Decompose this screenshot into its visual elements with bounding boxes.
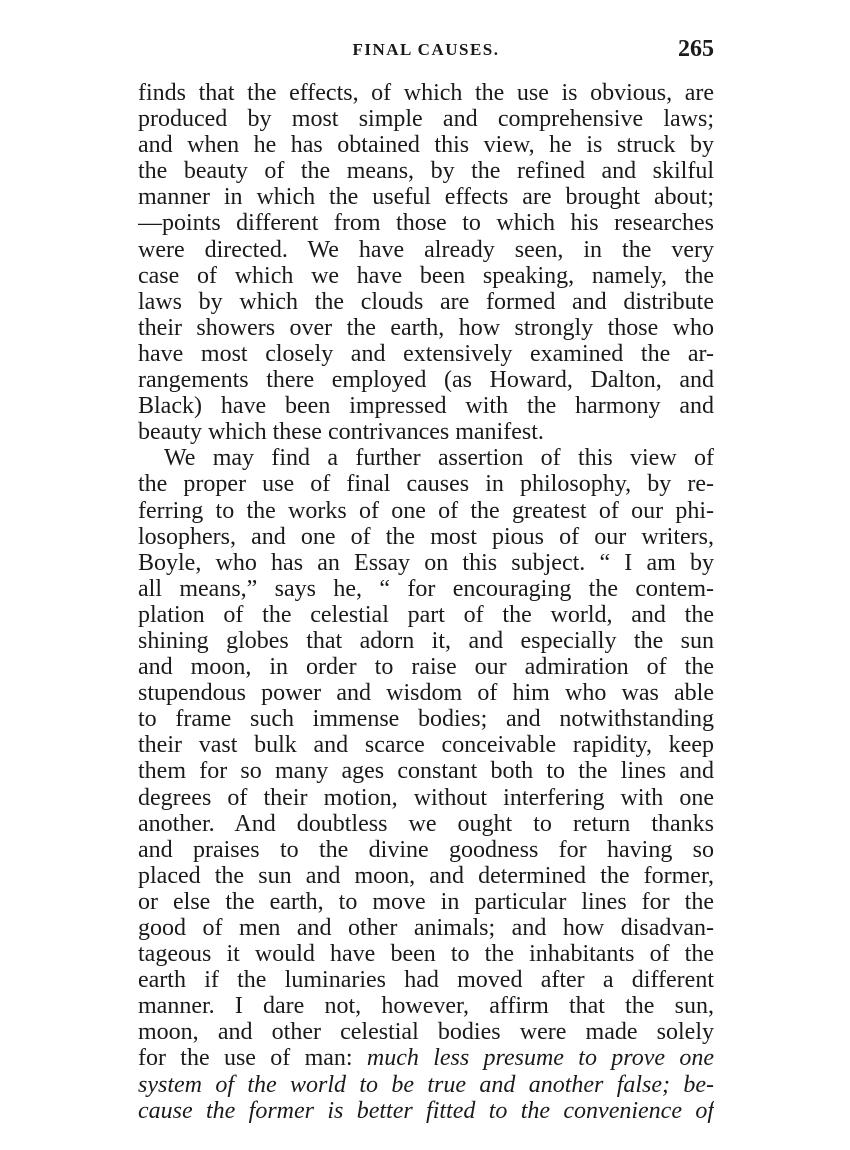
text-line: the beauty of the means, by the refined and skilful bbox=[138, 158, 714, 185]
italic-text: much less presume to prove one bbox=[366, 1045, 714, 1072]
text-line: degrees of their motion, without interfering with one bbox=[138, 784, 714, 811]
text-line: rangements there employed (as Howard, Dalton, and bbox=[138, 367, 714, 394]
text-line: Black) have been impressed with the harmony and bbox=[138, 393, 714, 420]
text-line: to frame such immense bodies; and notwithstanding bbox=[138, 706, 714, 733]
text-line: have most closely and extensively examined the ar- bbox=[138, 340, 714, 367]
text-line: losophers, and one of the most pious of our writers, bbox=[138, 523, 714, 550]
text-line: and moon, in order to raise our admiration of the bbox=[138, 654, 714, 681]
text-line: all means,” says he, “ for encouraging the contem- bbox=[138, 575, 714, 602]
text-line: and praises to the divine goodness for having so bbox=[138, 836, 714, 863]
text-line: their vast bulk and scarce conceivable rapidity, keep bbox=[138, 732, 714, 759]
text-line: case of which we have been speaking, namely, the bbox=[138, 262, 714, 289]
paragraph-end-line: beauty which these contrivances manifest. bbox=[138, 419, 544, 446]
running-title: FINAL CAUSES. bbox=[352, 40, 500, 59]
text-line: placed the sun and moon, and determined the former, bbox=[138, 862, 714, 889]
text-line: tageous it would have been to the inhabitants of the bbox=[138, 941, 714, 968]
italic-text-line: cause the former is better fitted to the convenience of bbox=[138, 1097, 714, 1124]
text-line: manner. I dare not, however, affirm that the sun, bbox=[138, 993, 714, 1020]
text-line: earth if the luminaries had moved after a different bbox=[138, 967, 714, 994]
text-line: and when he has obtained this view, he is struck by bbox=[138, 132, 714, 159]
mixed-text-line bbox=[138, 1045, 714, 1071]
text-line: ferring to the works of one of the greatest of our phi- bbox=[138, 497, 714, 524]
text-line: or else the earth, to move in particular lines for the bbox=[138, 888, 714, 915]
text-line: them for so many ages constant both to the lines and bbox=[138, 758, 714, 785]
text-line: Boyle, who has an Essay on this subject. “ I am by bbox=[138, 549, 714, 576]
text-line: stupendous power and wisdom of him who was able bbox=[138, 680, 714, 707]
text-line: were directed. We have already seen, in the very bbox=[138, 236, 714, 263]
text-line: —points different from those to which his researches bbox=[138, 210, 714, 237]
text-line: plation of the celestial part of the world, and the bbox=[138, 601, 714, 628]
text-line: the proper use of final causes in philosophy, by re- bbox=[138, 471, 714, 498]
body-text bbox=[138, 80, 714, 1124]
text-line: good of men and other animals; and how disadvan- bbox=[138, 915, 714, 941]
roman-text: for the use of man: bbox=[138, 1045, 353, 1072]
text-line: manner in which the useful effects are brought about; bbox=[138, 184, 714, 211]
running-head bbox=[138, 36, 714, 68]
text-line: their showers over the earth, how strongly those who bbox=[138, 314, 714, 341]
italic-text-line: system of the world to be true and another false; be- bbox=[138, 1071, 714, 1098]
text-line: laws by which the clouds are formed and distribute bbox=[138, 288, 714, 315]
text-line: produced by most simple and comprehensive laws; bbox=[138, 106, 714, 133]
text-line: finds that the effects, of which the use is obvious, are bbox=[138, 80, 714, 106]
text-line: another. And doubtless we ought to return thanks bbox=[138, 810, 714, 837]
text-line: shining globes that adorn it, and especially the sun bbox=[138, 627, 714, 654]
page-number: 265 bbox=[678, 36, 714, 62]
text-line: moon, and other celestial bodies were made solely bbox=[138, 1019, 714, 1046]
paragraph-start-line: We may find a further assertion of this view of bbox=[164, 445, 714, 472]
